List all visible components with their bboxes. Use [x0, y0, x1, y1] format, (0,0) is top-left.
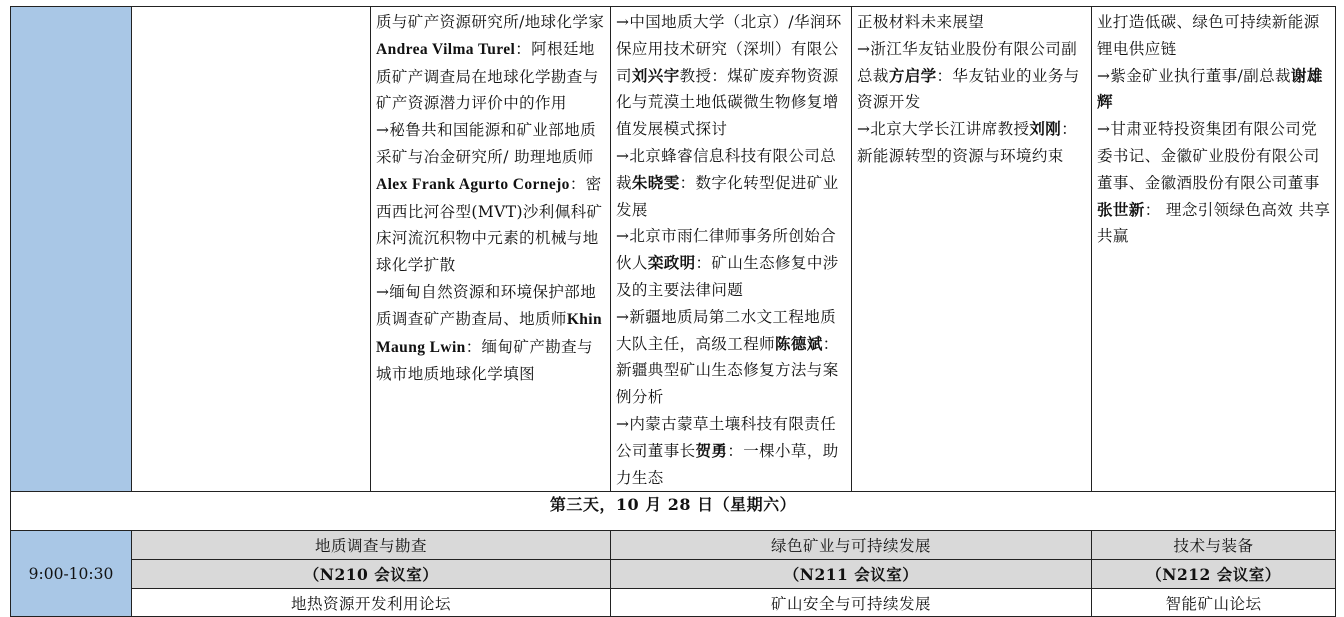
session-time: 9:00-10:30	[11, 531, 132, 617]
track-name-green-mining: 绿色矿业与可持续发展	[611, 531, 1092, 560]
speaker-entry: Alex Frank Agurto Cornejo：密西西比河谷型(MVT)沙利佩科矿床河流沉积物中元素的机械与地球化学扩散	[376, 174, 603, 275]
track-name-geology: 地质调查与勘查	[132, 531, 611, 560]
forum-geothermal: 地热资源开发利用论坛	[132, 589, 611, 617]
speaker-name: 贺勇	[695, 440, 728, 460]
room-n211: （N211 会议室）	[611, 560, 1092, 589]
speaker-entry: →内蒙古蒙草土壤科技有限责任公司董事长贺勇：一棵小草，助力生态	[616, 414, 839, 487]
speaker-name: 栾政明	[647, 253, 696, 273]
speaker-entry: →缅甸自然资源和环境保护部地质调查矿产勘查局、地质师Khin Maung Lwin：缅甸矿产勘查与城市地质地球化学填图	[376, 282, 603, 384]
speaker-name: Alex Frank Agurto Cornejo	[376, 175, 570, 193]
speaker-name: Andrea Vilma Turel	[376, 40, 516, 58]
room-n212: （N212 会议室）	[1092, 560, 1336, 589]
speaker-name: 朱晓雯	[631, 172, 680, 192]
speaker-name: 刘兴宇	[631, 65, 680, 85]
speaker-entry: →紫金矿业执行董事/副总裁谢雄辉	[1097, 65, 1323, 112]
time-cell-previous	[11, 7, 132, 492]
speaker-entry: →新疆地质局第二水文工程地质大队主任，高级工程师陈德斌：新疆典型矿山生态修复方法与案例分析	[616, 307, 839, 407]
speaker-entry: 质与矿产资源研究所/地球化学家Andrea Vilma Turel：阿根廷地质矿产调查局在地球化学勘查与矿产资源潜力评价中的作用	[376, 13, 605, 113]
speaker-name: 张世新	[1097, 199, 1145, 219]
empty-cell	[132, 7, 371, 492]
schedule-page	[10, 6, 1335, 613]
speaker-name: 刘刚	[1029, 119, 1062, 139]
room-n210: （N210 会议室）	[132, 560, 611, 589]
speakers-row	[11, 7, 1336, 492]
speaker-cell-energy	[852, 7, 1092, 492]
speaker-entry: →北京市雨仁律师事务所创始合伙人栾政明：矿山生态修复中涉及的主要法律问题	[616, 227, 839, 299]
speaker-name: Khin Maung Lwin	[376, 310, 603, 356]
room-row	[11, 560, 1336, 589]
speaker-entry: 正极材料未来展望	[857, 13, 985, 31]
track-row	[11, 531, 1336, 560]
schedule-table	[10, 6, 1336, 617]
speaker-entry: →北京蜂睿信息科技有限公司总裁朱晓雯：数字化转型促进矿业发展	[616, 146, 839, 219]
speaker-entry: →秘鲁共和国能源和矿业部地质采矿与冶金研究所/ 助理地质师	[376, 121, 597, 166]
speaker-entry: →甘肃亚特投资集团有限公司党委书记、金徽矿业股份有限公司董事、金徽酒股份有限公司董事张世新： 理念引领绿色高效 共享共赢	[1097, 120, 1331, 246]
speaker-name: 谢雄辉	[1097, 65, 1323, 112]
speaker-entry: →浙江华友钴业股份有限公司副总裁方启学：华友钴业的业务与资源开发	[857, 39, 1080, 112]
speaker-entry: →中国地质大学（北京）/华润环保应用技术研究（深圳）有限公司刘兴宇教授：煤矿废弃物资源化与荒漠土地低碳微生物修复增值发展模式探讨	[616, 13, 842, 139]
speaker-cell-geology	[371, 7, 611, 492]
speaker-entry: →北京大学长江讲席教授刘刚：新能源转型的资源与环境约束	[857, 119, 1078, 165]
day-header-row	[11, 492, 1336, 531]
forum-mine-safety: 矿山安全与可持续发展	[611, 589, 1092, 617]
speaker-cell-green-mining	[611, 7, 852, 492]
speaker-name: 方启学	[888, 65, 937, 85]
day-title: 第三天，10 月 28 日（星期六）	[11, 492, 1336, 531]
track-name-technology: 技术与装备	[1092, 531, 1336, 560]
speaker-name: 陈德斌	[775, 333, 823, 353]
speaker-entry: 业打造低碳、绿色可持续新能源锂电供应链	[1097, 13, 1320, 58]
speaker-cell-industry	[1092, 7, 1336, 492]
forum-smart-mine: 智能矿山论坛	[1092, 589, 1336, 617]
